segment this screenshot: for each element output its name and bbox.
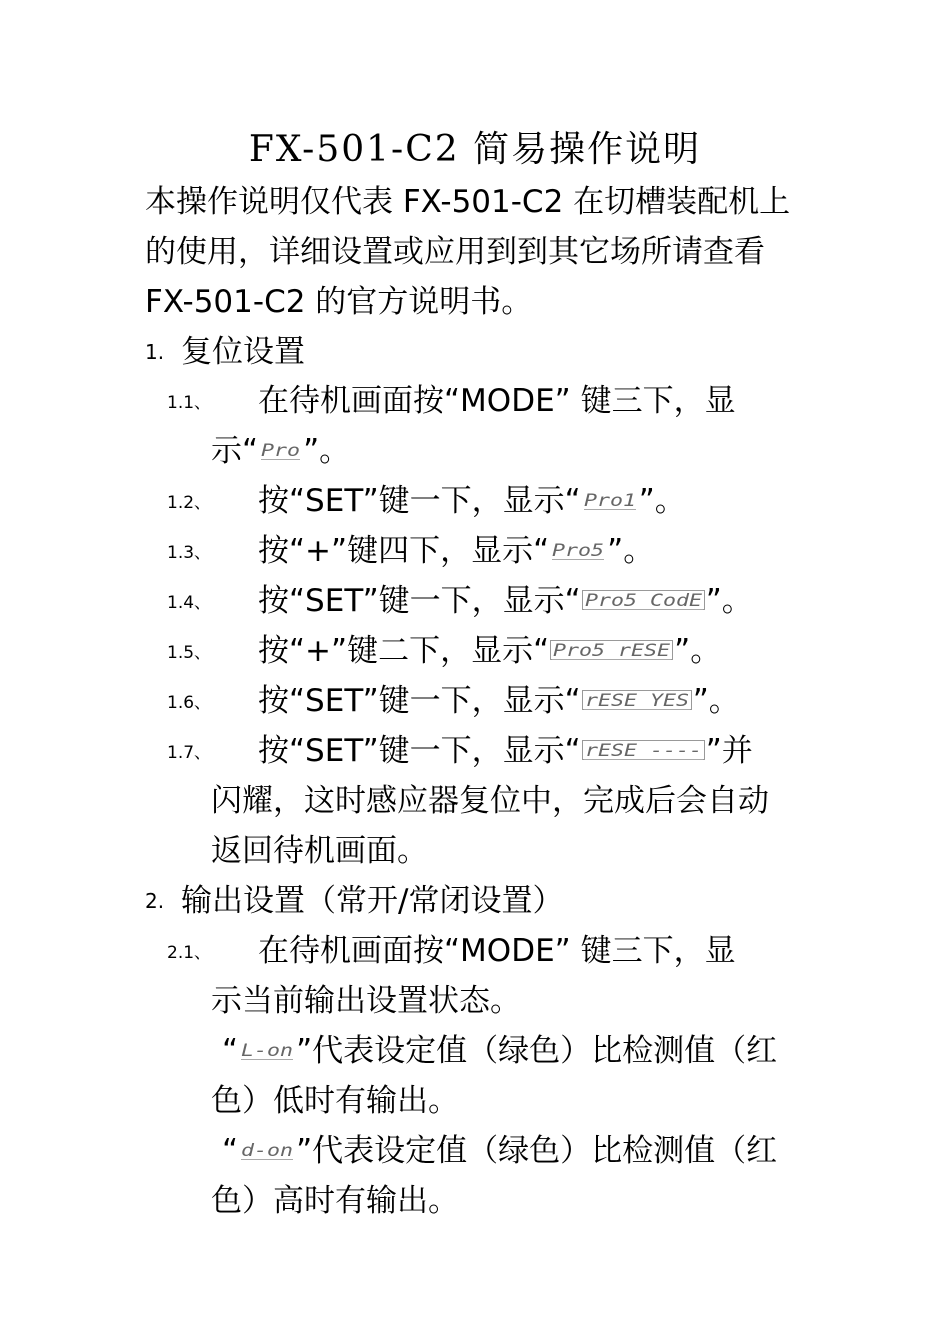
lcd-display-icon — [582, 739, 705, 763]
section-heading: 输出设置（常开/常闭设置） — [181, 883, 564, 919]
step-number: 2.1、 — [167, 943, 212, 963]
step-text: 按“+”键二下，显示“ — [258, 633, 550, 669]
step-text-line — [258, 676, 740, 726]
step-text-line — [258, 476, 686, 526]
step-text: ”。 — [705, 583, 753, 619]
step-text: ”。 — [303, 433, 351, 469]
page-title: FX-501-C2 简易操作说明 — [248, 129, 702, 170]
step-text: ”。 — [638, 483, 686, 519]
step-text-line — [258, 626, 721, 676]
lcd-display-icon — [550, 539, 606, 563]
note-text-continued: 色）低时有输出。 — [211, 1083, 459, 1119]
lcd-display-icon — [582, 689, 692, 713]
step-text: ”。 — [674, 633, 722, 669]
svg-text:Pro: Pro — [261, 440, 301, 461]
step-number: 1.6、 — [167, 693, 212, 713]
lcd-display-icon — [550, 639, 673, 663]
step-text: ”。 — [607, 533, 655, 569]
step-text: 按“+”键四下，显示“ — [258, 533, 550, 569]
step-number: 1.4、 — [167, 593, 212, 613]
step-text: 按“SET”键一下，显示“ — [258, 483, 581, 519]
step-text: 在待机画面按“MODE” 键三下，显 — [258, 933, 736, 969]
quote-close: ” — [296, 1033, 313, 1069]
lcd-display-icon — [259, 439, 302, 463]
step-text-continued: 返回待机画面。 — [211, 833, 428, 869]
quote-open: “ — [222, 1033, 239, 1069]
intro-line: FX-501-C2 的官方说明书。 — [145, 284, 533, 320]
note-line — [222, 1126, 777, 1176]
step-text-line — [258, 526, 654, 576]
lcd-display-icon — [582, 489, 638, 513]
step-text: 示“ — [211, 433, 259, 469]
svg-text:Pro5 CodE: Pro5 CodE — [584, 590, 703, 611]
step-text: 按“SET”键一下，显示“ — [258, 683, 581, 719]
step-text-line — [258, 726, 753, 776]
intro-paragraph — [145, 177, 805, 327]
intro-line: 的使用，详细设置或应用到到其它场所请查看 — [145, 234, 765, 270]
step-number: 1.1、 — [167, 393, 212, 413]
note-text: 代表设定值（绿色）比检测值（红 — [312, 1033, 778, 1069]
step-text: 在待机画面按“MODE” 键三下，显 — [258, 383, 736, 419]
section-number: 2. — [145, 889, 165, 913]
svg-text:rESE YES: rESE YES — [584, 690, 689, 711]
step-text-line — [258, 576, 753, 626]
svg-text:rESE ----: rESE ---- — [584, 740, 702, 761]
svg-text:d-on: d-on — [241, 1140, 294, 1161]
lcd-display-icon — [239, 1039, 295, 1063]
svg-text:Pro5 rESE: Pro5 rESE — [553, 640, 672, 661]
section-heading: 复位设置 — [181, 334, 305, 370]
intro-line: 本操作说明仅代表 FX-501-C2 在切槽装配机上 — [145, 184, 791, 220]
quote-open: “ — [222, 1133, 239, 1169]
step-text-continued — [211, 426, 350, 476]
step-text-continued: 示当前输出设置状态。 — [211, 983, 521, 1019]
lcd-display-icon — [582, 589, 705, 613]
step-number: 1.5、 — [167, 643, 212, 663]
section-number: 1. — [145, 340, 165, 364]
step-number: 1.7、 — [167, 743, 212, 763]
step-text: ”并 — [705, 733, 753, 769]
step-text: 按“SET”键一下，显示“ — [258, 733, 581, 769]
note-text: 代表设定值（绿色）比检测值（红 — [312, 1133, 778, 1169]
svg-text:Pro1: Pro1 — [583, 490, 636, 511]
step-text: 按“SET”键一下，显示“ — [258, 583, 581, 619]
note-line — [222, 1026, 777, 1076]
step-number: 1.2、 — [167, 493, 212, 513]
step-text: ”。 — [692, 683, 740, 719]
step-number: 1.3、 — [167, 543, 212, 563]
svg-text:L-on: L-on — [241, 1040, 294, 1061]
svg-text:Pro5: Pro5 — [552, 540, 605, 561]
step-text-continued: 闪耀，这时感应器复位中，完成后会自动 — [211, 783, 769, 819]
lcd-display-icon — [239, 1139, 295, 1163]
note-text-continued: 色）高时有输出。 — [211, 1183, 459, 1219]
quote-close: ” — [296, 1133, 313, 1169]
